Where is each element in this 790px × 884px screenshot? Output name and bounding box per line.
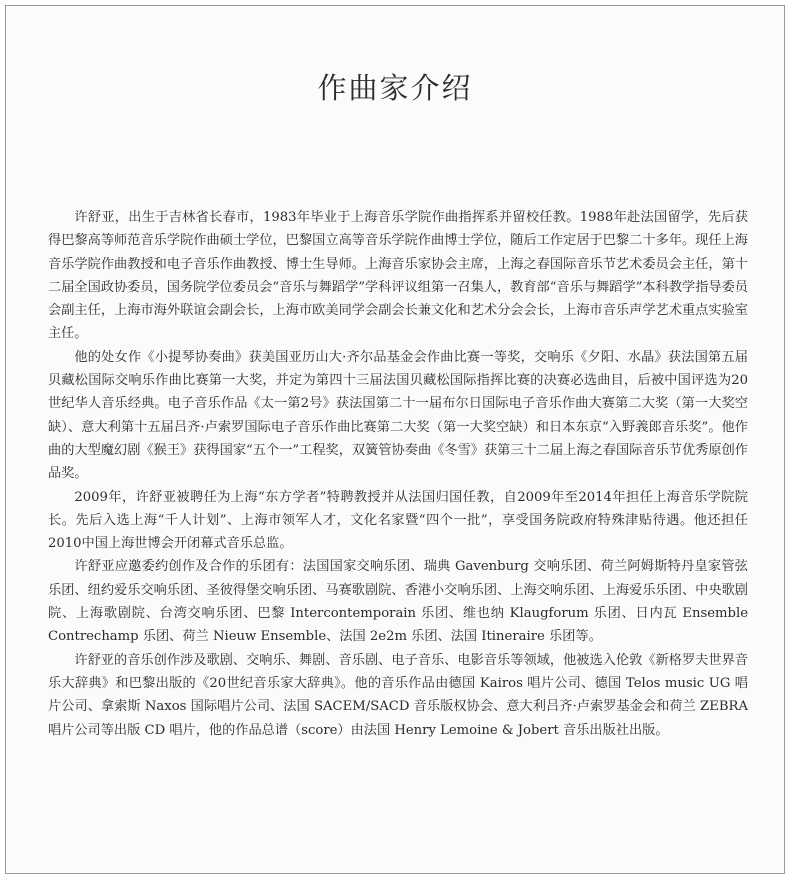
paragraph-education: 许舒亚，出生于吉林省长春市，1983年毕业于上海音乐学院作曲指挥系并留校任教。1988年赴法国留学，先后获得巴黎高等师范音乐学院作曲硕士学位，巴黎国立高等音乐学院作曲博士学位，随后工作定居于巴黎二十多年。现任上海音乐学院作曲教授和电子音乐作曲教授、博士生导师。上海音乐家协会主席，上海之春国际音乐节艺术委员会主任，第十二届全国政协委员，国务院学位委员会“音乐与舞蹈学”学科评议组第一召集人，教育部“音乐与舞蹈学”本科教学指导委员会副主任，上海市海外联谊会副会长，上海市欧美同学会副会长兼文化和艺术分会会长，上海市音乐声学艺术重点实验室主任。 [48,210,748,342]
biography-text [48,206,748,742]
paragraph-publications: 许舒亚的音乐创作涉及歌剧、交响乐、舞剧、音乐剧、电子音乐、电影音乐等领域，他被选入伦敦《新格罗夫世界音乐大辞典》和巴黎出版的《20世纪音乐家大辞典》。他的音乐作品由德国 Kairos 唱片公司、德国 Telos music UG 唱片公司、拿索斯 Naxos 国际唱片公司、法国 SACEM/SACD 音乐版权协会、意大利吕齐·卢索罗基金会和荷兰 ZEBRA 唱片公司等出版 CD 唱片，他的作品总谱（score）由法国 Henry Lemoine & Jobert 音乐出版社出版。 [48,652,748,738]
book-page [5,5,785,874]
paragraph-appointments: 2009年，许舒亚被聘任为上海“东方学者”特聘教授并从法国归国任教，自2009年至2014年担任上海音乐学院院长。先后入选上海“千人计划”、上海市领军人才，文化名家暨“四个一批”，享受国务院政府特殊津贴待遇。他还担任2010中国上海世博会开闭幕式音乐总监。 [48,489,748,552]
paragraph-orchestras: 许舒亚应邀委约创作及合作的乐团有：法国国家交响乐团、瑞典 Gavenburg 交响乐团、荷兰阿姆斯特丹皇家管弦乐团、纽约爱乐交响乐团、圣彼得堡交响乐团、马赛歌剧院、香港小交响乐团、上海交响乐团、上海爱乐乐团、中央歌剧院、上海歌剧院、台湾交响乐团、巴黎 Intercontemporain 乐团、维也纳 Klaugforum 乐团、日内瓦 Ensemble Contrechamp 乐团、荷兰 Nieuw Ensemble、法国 2e2m 乐团、法国 Itineraire 乐团等。 [48,559,748,645]
page-title: 作曲家介绍 [317,71,473,105]
paragraph-awards: 他的处女作《小提琴协奏曲》获美国亚历山大·齐尔品基金会作曲比赛一等奖，交响乐《夕阳、水晶》获法国第五届贝藏松国际交响乐作曲比赛第一大奖，并定为第四十三届法国贝藏松国际指挥比赛的决赛必选曲目，后被中国评选为20世纪华人音乐经典。电子音乐作品《太一第2号》获法国第二十一届布尔日国际电子音乐作曲大赛第二大奖（第一大奖空缺）、意大利第十五届吕齐·卢索罗国际电子音乐作曲比赛第二大奖（第一大奖空缺）和日本东京“入野義郎音乐奖”。他作曲的大型魔幻剧《猴王》获得国家“五个一”工程奖，双簧管协奏曲《冬雪》获第三十二届上海之春国际音乐节优秀原创作品奖。 [48,349,748,482]
